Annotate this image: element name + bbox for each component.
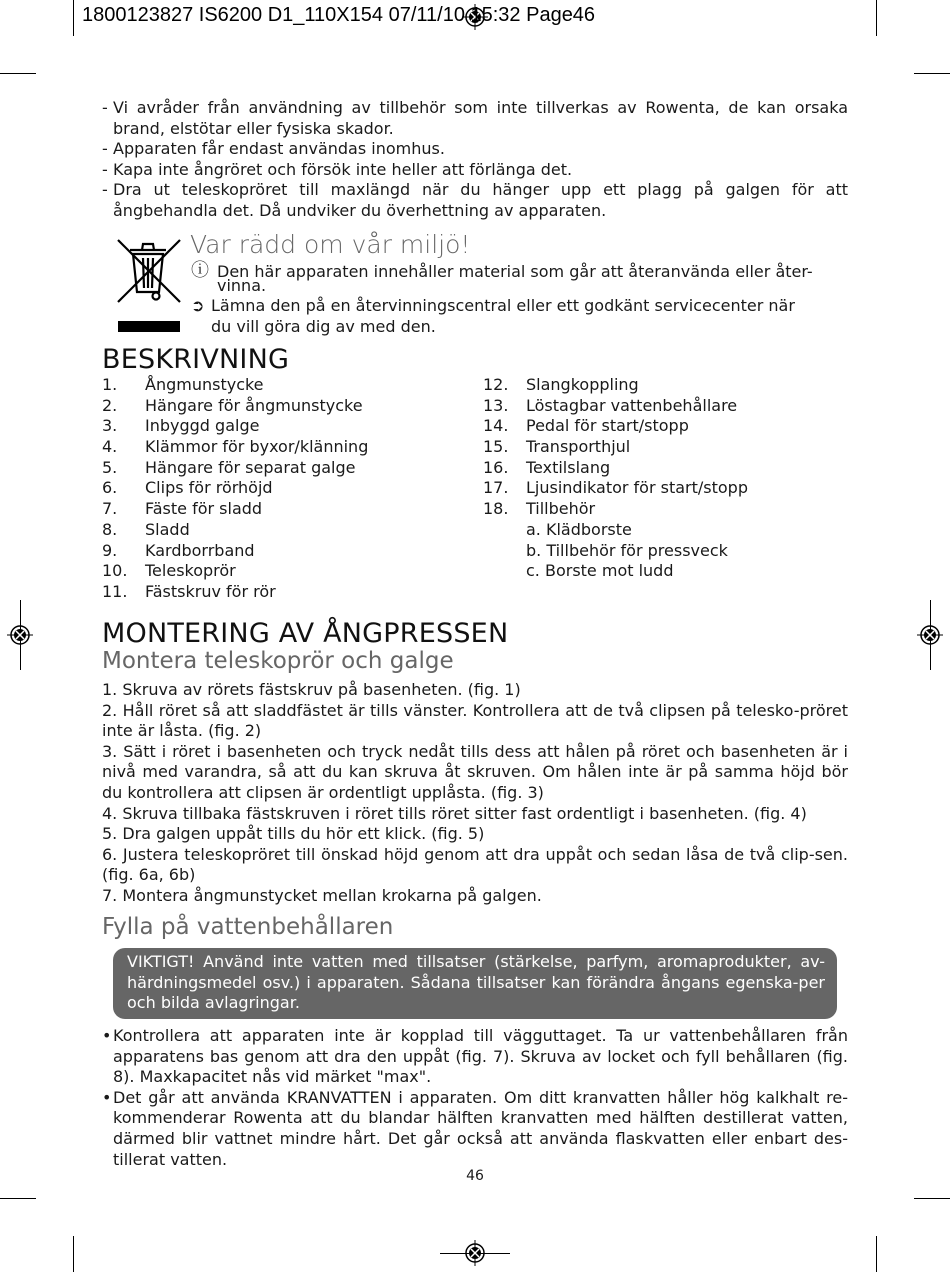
list-item xyxy=(102,1088,848,1170)
list-item-text: Kapa inte ångröret och försök inte heller att förlänga det. xyxy=(113,159,573,179)
item-label: Löstagbar vattenbehållare xyxy=(526,395,738,415)
item-number: 10. xyxy=(102,561,128,581)
bullet-marker: • xyxy=(102,1087,112,1107)
filling-subheading: Fylla på vattenbehållaren xyxy=(102,914,394,940)
item-number: 12. xyxy=(483,375,509,394)
item-label: b. Tillbehör för pressveck xyxy=(526,540,728,560)
list-item xyxy=(483,499,848,520)
list-item xyxy=(102,160,848,181)
list-item-text: Det går att använda KRANVATTEN i apparaten. Om ditt kranvatten håller hög kalkhalt re-kommenderar Rowenta att du blandar hälften kranvatten med hälften destillerat vatten, därmed blir vattnet mindre hårt. Det går också att använda flaskvatten eller enbart des-tillerat vatten. xyxy=(113,1087,848,1169)
step-text: 1. Skruva av rörets fästskruv på basenheten. (fig. 1) xyxy=(102,680,521,699)
crop-mark xyxy=(914,1198,950,1199)
list-item xyxy=(483,396,848,417)
step-text: 2. Håll röret så att sladdfästet är tills vänster. Kontrollera att de två clipsen på telesko-pröret inte är låsta. (fig. 2) xyxy=(102,700,848,741)
item-number: 3. xyxy=(102,416,118,436)
item-label: Fäste för sladd xyxy=(145,499,263,519)
dash-marker: - xyxy=(102,98,108,117)
parts-list-right xyxy=(483,375,848,582)
list-item xyxy=(483,541,848,562)
environment-title: Var rädd om vår miljö! xyxy=(190,230,471,259)
item-label: Teleskoprör xyxy=(145,561,236,581)
item-label: Inbyggd galge xyxy=(145,416,260,436)
description-heading: BESKRIVNING xyxy=(102,344,290,375)
page-number: 46 xyxy=(466,1168,484,1184)
warning-box xyxy=(113,948,837,1019)
item-number: 1. xyxy=(102,375,118,394)
item-number: 6. xyxy=(102,478,118,498)
assembly-steps xyxy=(102,680,848,907)
environment-info-line: Den här apparaten innehåller material som går att återanvända eller åter- xyxy=(217,262,813,281)
bullet-marker: • xyxy=(102,1026,112,1045)
item-label: Kardborrband xyxy=(145,540,255,560)
registration-mark-icon xyxy=(462,1240,488,1266)
list-item xyxy=(102,561,472,582)
list-item-text: Dra ut teleskopröret till maxlängd när du hänger upp ett plagg på galgen för att ångbehandla det. Då undviker du överhettning av apparaten. xyxy=(113,180,848,220)
list-item xyxy=(102,1026,848,1088)
info-icon: ⓘ xyxy=(191,260,209,281)
list-item xyxy=(102,541,472,562)
list-item xyxy=(102,478,472,499)
item-label: Tillbehör xyxy=(526,499,596,519)
item-label: Klämmor för byxor/klänning xyxy=(145,437,369,457)
item-number: 11. xyxy=(102,581,128,601)
environment-arrow-line: Lämna den på en återvinningscentral eller ett godkänt servicecenter när xyxy=(211,296,795,315)
registration-mark-icon xyxy=(917,622,943,648)
list-item xyxy=(102,437,472,458)
list-item-text: Vi avråder från användning av tillbehör som inte tillverkas av Rowenta, de kan orsaka brand, elstötar eller fysiska skador. xyxy=(113,98,848,138)
list-item xyxy=(102,396,472,417)
item-label: Hängare för separat galge xyxy=(145,457,356,477)
crossed-out-bin-icon xyxy=(116,236,182,334)
step-text: 7. Montera ångmunstycket mellan krokarna på galgen. xyxy=(102,885,542,905)
assembly-heading: MONTERING AV ÅNGPRESSEN xyxy=(102,618,509,649)
list-item xyxy=(102,520,472,541)
step-text: 5. Dra galgen uppåt tills du hör ett klick. (fig. 5) xyxy=(102,824,485,844)
list-item xyxy=(483,437,848,458)
item-label: Pedal för start/stopp xyxy=(526,416,689,436)
list-item xyxy=(102,499,472,520)
step-text: 6. Justera teleskopröret till önskad höjd genom att dra uppåt och sedan låsa de två clip-sen. (fig. 6a, 6b) xyxy=(102,844,848,885)
arrow-icon: ➲ xyxy=(191,296,205,315)
assembly-subheading: Montera teleskoprör och galge xyxy=(102,648,454,674)
print-slug: 1800123827 IS6200 D1_110X154 07/11/10 15:32 Page46 xyxy=(82,4,596,26)
crop-mark xyxy=(73,0,74,36)
list-item xyxy=(102,582,472,603)
list-item xyxy=(102,458,472,479)
crop-mark xyxy=(73,1236,74,1272)
list-item xyxy=(102,98,848,139)
item-label: Sladd xyxy=(145,519,190,539)
item-label: c. Borste mot ludd xyxy=(526,561,674,581)
item-number: 15. xyxy=(483,437,509,457)
crop-mark xyxy=(0,1198,36,1199)
step-text: 3. Sätt i röret i basenheten och tryck nedåt tills dess att hålen på röret och basenheten är i nivå med varandra, så att du kan skruva åt skruven. Om hålen inte är på samma höjd bör du kontrollera att clipsen är ordentligt upplåsta. (fig. 3) xyxy=(102,741,848,802)
safety-list xyxy=(102,98,848,222)
item-number: 8. xyxy=(102,519,118,539)
item-label: Textilslang xyxy=(526,457,611,477)
dash-marker: - xyxy=(102,139,108,159)
item-number: 5. xyxy=(102,457,118,477)
list-item xyxy=(483,375,848,396)
item-label: Ljusindikator för start/stopp xyxy=(526,478,748,498)
list-item xyxy=(483,416,848,437)
filling-bullets xyxy=(102,1026,848,1170)
item-label: Ångmunstycke xyxy=(145,375,264,394)
item-number: 9. xyxy=(102,540,118,560)
item-number: 16. xyxy=(483,457,509,477)
item-label: a. Klädborste xyxy=(526,519,632,539)
item-number: 4. xyxy=(102,437,118,457)
environment-info-line: vinna. xyxy=(217,276,267,295)
list-item xyxy=(102,139,848,160)
item-number: 13. xyxy=(483,395,509,415)
list-item xyxy=(102,375,472,396)
warning-text: VIKTIGT! Använd inte vatten med tillsatser (stärkelse, parfym, aromaprodukter, av-härdningsmedel osv.) i apparaten. Sådana tillsatser kan förändra ångans egenska-per och bilda avlagringar. xyxy=(127,952,825,1013)
list-item xyxy=(483,520,848,541)
list-item xyxy=(483,478,848,499)
item-number: 17. xyxy=(483,478,509,498)
list-item-text: Apparaten får endast användas inomhus. xyxy=(113,139,445,159)
list-item xyxy=(102,180,848,221)
parts-list-left xyxy=(102,375,472,603)
item-number: 7. xyxy=(102,499,118,519)
registration-mark-icon xyxy=(7,622,33,648)
crop-mark xyxy=(0,73,36,74)
dash-marker: - xyxy=(102,180,108,200)
item-label: Slangkoppling xyxy=(526,375,639,394)
crop-mark xyxy=(876,1236,877,1272)
list-item xyxy=(483,561,848,582)
item-number: 18. xyxy=(483,499,509,519)
item-label: Clips för rörhöjd xyxy=(145,478,273,498)
item-number: 14. xyxy=(483,416,509,436)
environment-arrow-line: du vill göra dig av med den. xyxy=(211,317,436,336)
dash-marker: - xyxy=(102,159,108,179)
item-number: 2. xyxy=(102,395,118,415)
item-label: Transporthjul xyxy=(526,437,631,457)
list-item xyxy=(483,458,848,479)
crop-mark xyxy=(914,73,950,74)
item-label: Hängare för ångmunstycke xyxy=(145,395,363,415)
list-item xyxy=(102,416,472,437)
step-text: 4. Skruva tillbaka fästskruven i röret tills röret sitter fast ordentligt i basenheten. (fig. 4) xyxy=(102,803,807,823)
crop-mark xyxy=(876,0,877,36)
list-item-text: Kontrollera att apparaten inte är kopplad till vägguttaget. Ta ur vattenbehållaren från apparatens bas genom att dra den uppåt (fig. 7). Skruva av locket och fyll behållaren (fig. 8). Maxkapacitet nås vid märket "max". xyxy=(113,1026,848,1087)
item-label: Fästskruv för rör xyxy=(145,581,276,601)
